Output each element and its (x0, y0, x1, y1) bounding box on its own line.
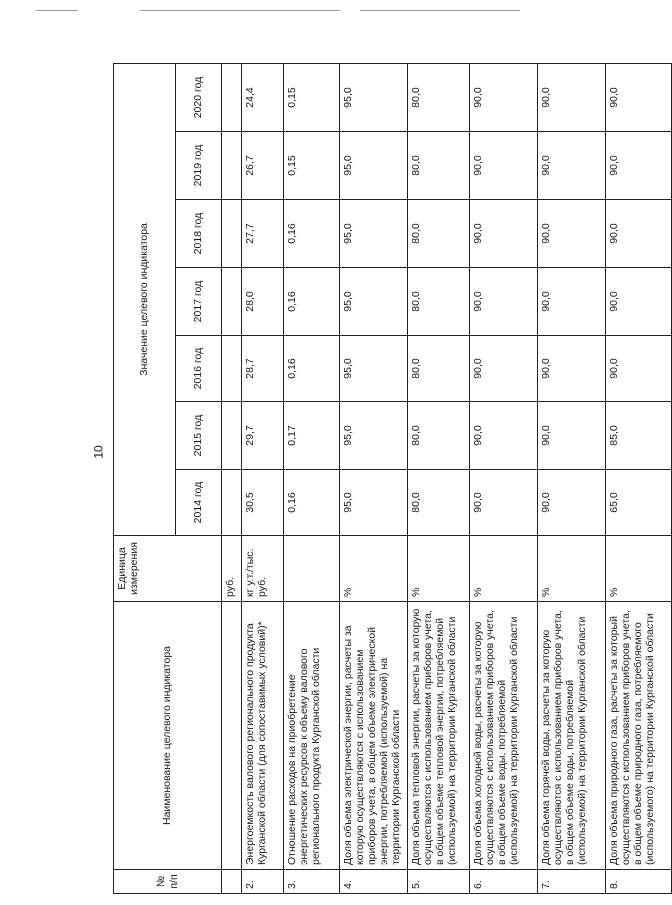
value-cell: 0,16 (284, 268, 340, 336)
value-cell: 95,0 (340, 63, 408, 131)
table-body (114, 63, 672, 893)
empty-cell (222, 200, 242, 268)
value-cell: 24,4 (242, 63, 284, 131)
header-row (114, 63, 176, 893)
value-cell: 28,0 (242, 268, 284, 336)
indicator-name: Отношение расходов на приобретение энергетических ресурсов к объему валового регионального продукта Курганской области (284, 602, 340, 870)
value-cell: 90,0 (606, 132, 672, 200)
unit-continuation: руб. (222, 536, 242, 602)
value-cell: 90,0 (606, 200, 672, 268)
table-row (242, 63, 284, 893)
scan-artifact-line (140, 10, 340, 11)
header-year: 2017 год (176, 268, 222, 336)
table-row (470, 63, 538, 893)
header-year: 2019 год (176, 132, 222, 200)
unit-cell (284, 536, 340, 602)
indicator-table (113, 63, 672, 894)
header-values-group: Значение целевого индикатора (114, 63, 176, 535)
value-cell: 90,0 (538, 63, 606, 131)
value-cell: 0,17 (284, 402, 340, 470)
row-number: 5. (408, 870, 470, 894)
row-number: 8. (606, 870, 672, 894)
unit-cell: кг у.т./тыс. руб. (242, 536, 284, 602)
value-cell: 90,0 (470, 200, 538, 268)
rotated-table-container (113, 64, 657, 894)
header-year: 2016 год (176, 336, 222, 402)
indicator-name: Доля объема тепловой энергии, расчеты за которую осуществляются с использованием приборов учета, в общем объеме тепловой энергии, потребляемой (используемой) на территории Курганской области (408, 602, 470, 870)
value-cell: 65,0 (606, 470, 672, 536)
value-cell: 90,0 (606, 336, 672, 402)
value-cell: 29,7 (242, 402, 284, 470)
indicator-name: Доля объема природного газа, расчеты за который осуществляются с использованием приборов учета, в общем объеме природного газа, потребляемого (используемого) на территории Курганской области (606, 602, 672, 870)
table-row (538, 63, 606, 893)
value-cell: 0,16 (284, 200, 340, 268)
empty-cell (222, 402, 242, 470)
empty-cell (222, 870, 242, 894)
value-cell: 0,15 (284, 63, 340, 131)
header-year: 2018 год (176, 200, 222, 268)
value-cell: 90,0 (606, 268, 672, 336)
unit-cell: % (340, 536, 408, 602)
value-cell: 85,0 (606, 402, 672, 470)
indicator-name: Энергоемкость валового регионального продукта Курганской области (для сопоставимых условий)* (242, 602, 284, 870)
unit-cell: % (606, 536, 672, 602)
row-number: 2. (242, 870, 284, 894)
value-cell: 90,0 (470, 132, 538, 200)
header-year: 2015 год (176, 402, 222, 470)
empty-cell (222, 602, 242, 870)
header-year: 2020 год (176, 63, 222, 131)
value-cell: 90,0 (606, 63, 672, 131)
row-number: 7. (538, 870, 606, 894)
value-cell: 30,5 (242, 470, 284, 536)
value-cell: 90,0 (470, 63, 538, 131)
table-row (284, 63, 340, 893)
scan-artifact-line (360, 10, 520, 11)
table-row (408, 63, 470, 893)
value-cell: 90,0 (470, 268, 538, 336)
value-cell: 0,16 (284, 336, 340, 402)
value-cell: 80,0 (408, 63, 470, 131)
value-cell: 26,7 (242, 132, 284, 200)
unit-cell: % (538, 536, 606, 602)
unit-cell: % (470, 536, 538, 602)
value-cell: 90,0 (538, 132, 606, 200)
value-cell: 90,0 (538, 336, 606, 402)
value-cell: 80,0 (408, 132, 470, 200)
value-cell: 80,0 (408, 470, 470, 536)
unit-continuation-row (222, 63, 242, 893)
empty-cell (222, 336, 242, 402)
value-cell: 95,0 (340, 470, 408, 536)
value-cell: 90,0 (470, 402, 538, 470)
indicator-name: Доля объема холодной воды, расчеты за которую осуществляются с использованием приборов учета, в общем объеме воды, потребляемой (используемой) на территории Курганской области (470, 602, 538, 870)
value-cell: 80,0 (408, 200, 470, 268)
value-cell: 90,0 (538, 200, 606, 268)
value-cell: 27,7 (242, 200, 284, 268)
row-number: 4. (340, 870, 408, 894)
unit-cell: % (408, 536, 470, 602)
value-cell: 28,7 (242, 336, 284, 402)
value-cell: 0,15 (284, 132, 340, 200)
value-cell: 90,0 (538, 402, 606, 470)
value-cell: 95,0 (340, 132, 408, 200)
indicator-name: Доля объема электрической энергии, расчеты за которую осуществляются с использованием приборов учета, в общем объеме электрической энергии, потребляемой (используемой) на территории Курганской области (340, 602, 408, 870)
value-cell: 90,0 (470, 336, 538, 402)
empty-cell (222, 132, 242, 200)
table-row (340, 63, 408, 893)
value-cell: 80,0 (408, 268, 470, 336)
value-cell: 90,0 (538, 470, 606, 536)
header-year: 2014 год (176, 470, 222, 536)
value-cell: 0,16 (284, 470, 340, 536)
value-cell: 90,0 (538, 268, 606, 336)
row-number: 3. (284, 870, 340, 894)
value-cell: 80,0 (408, 402, 470, 470)
value-cell: 95,0 (340, 200, 408, 268)
value-cell: 95,0 (340, 402, 408, 470)
header-unit: Единица измерения (114, 536, 222, 602)
empty-cell (222, 268, 242, 336)
empty-cell (222, 63, 242, 131)
page-number: 10 (91, 445, 106, 459)
scan-artifact-line (36, 10, 78, 11)
header-num: № п/п (114, 870, 222, 894)
header-indicator-name: Наименование целевого индикатора (114, 602, 222, 870)
value-cell: 95,0 (340, 336, 408, 402)
indicator-name: Доля объема горячей воды, расчеты за которую осуществляются с использованием приборов учета, в общем объеме воды, потребляемой (используемой) на территории Курганской области (538, 602, 606, 870)
table-row (606, 63, 672, 893)
value-cell: 80,0 (408, 336, 470, 402)
row-number: 6. (470, 870, 538, 894)
empty-cell (222, 470, 242, 536)
value-cell: 90,0 (470, 470, 538, 536)
value-cell: 95,0 (340, 268, 408, 336)
